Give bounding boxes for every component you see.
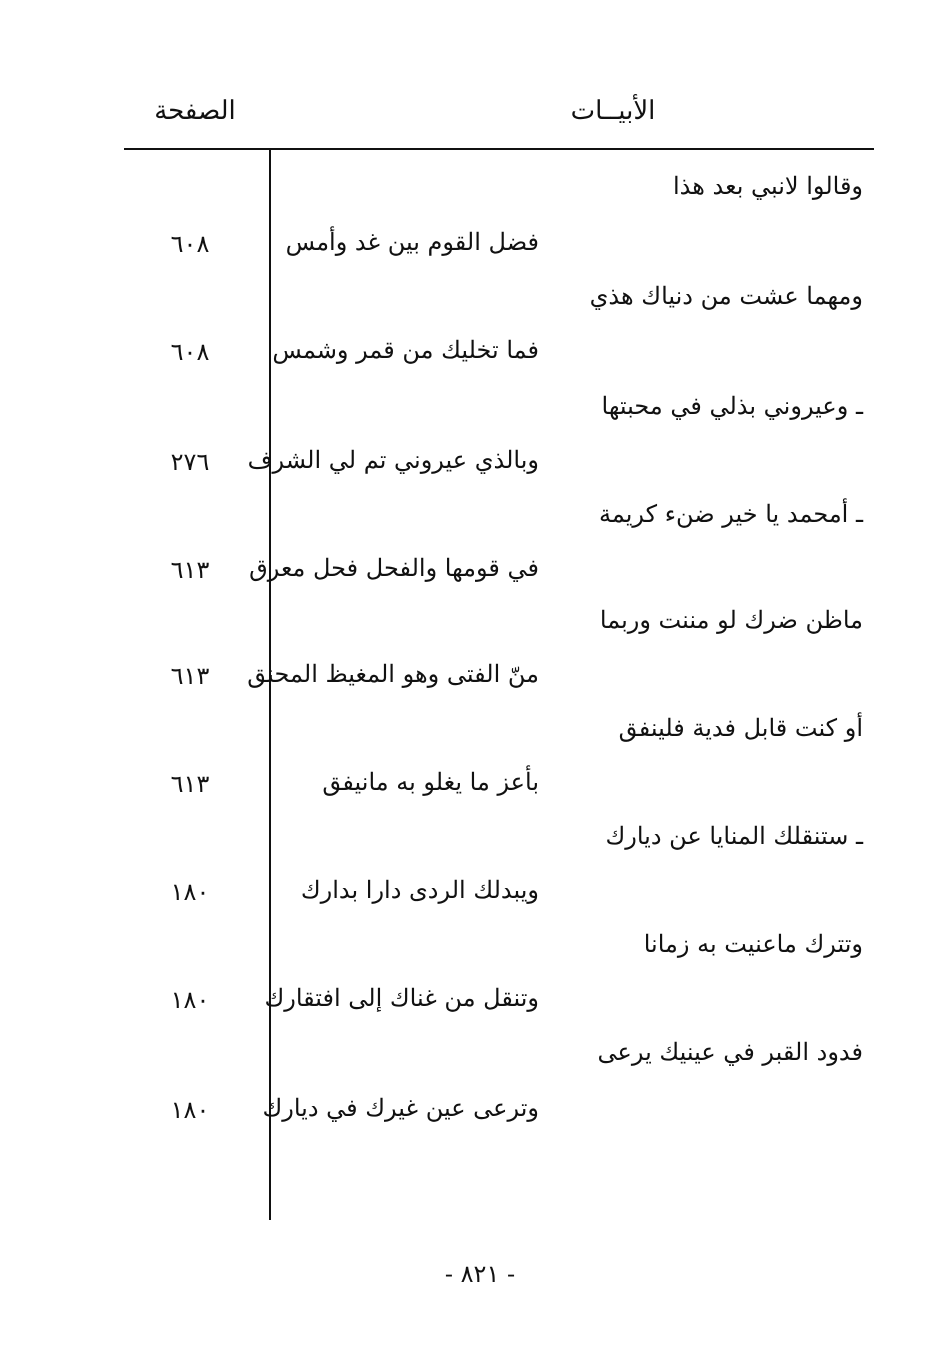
page-reference: ٦١٣ bbox=[170, 662, 210, 690]
verse-first-half: ـ أمحمد يا خير ضنء كريمة bbox=[599, 500, 863, 528]
verse-first-half: أو كنت قابل فدية فلينفق bbox=[618, 714, 863, 742]
page-column-header: الصفحة bbox=[154, 96, 236, 126]
verse-first-half: وقالوا لانبي بعد هذا bbox=[672, 172, 863, 200]
verse-second-half: ويبدلك الردى دارا بدارك bbox=[300, 876, 539, 904]
verse-second-half: وبالذي عيروني تم لي الشرف bbox=[247, 446, 539, 474]
verse-second-half: وتنقل من غناك إلى افتقارك bbox=[264, 984, 539, 1012]
page-reference: ١٨٠ bbox=[170, 1096, 210, 1124]
verse-first-half: فدود القبر في عينيك يرعى bbox=[597, 1038, 863, 1066]
verse-first-half: ـ ستنقلك المنايا عن ديارك bbox=[605, 822, 863, 850]
header-rule bbox=[124, 148, 874, 150]
page-reference: ٦٠٨ bbox=[170, 230, 210, 258]
page-reference: ١٨٠ bbox=[170, 986, 210, 1014]
verse-first-half: وتترك ماعنيت به زمانا bbox=[643, 930, 863, 958]
verse-second-half: بأعز ما يغلو به مانيفق bbox=[322, 768, 539, 796]
verse-second-half: في قومها والفحل فحل معرق bbox=[249, 554, 539, 582]
page-reference: ٢٧٦ bbox=[170, 448, 210, 476]
verse-first-half: ماظن ضرك لو مننت وربما bbox=[599, 606, 863, 634]
verse-first-half: ومهما عشت من دنياك هذي bbox=[589, 282, 863, 310]
verse-first-half: ـ وعيروني بذلي في محبتها bbox=[601, 392, 863, 420]
page-reference: ١٨٠ bbox=[170, 878, 210, 906]
verse-second-half: منّ الفتى وهو المغيظ المحنق bbox=[247, 660, 539, 688]
page-number-footer: - ٨٢١ - bbox=[444, 1260, 516, 1288]
page-reference: ٦١٣ bbox=[170, 556, 210, 584]
verses-column-header: الأبيــات bbox=[570, 96, 656, 126]
verse-second-half: وترعى عين غيرك في ديارك bbox=[262, 1094, 539, 1122]
verse-second-half: فما تخليك من قمر وشمس bbox=[272, 336, 539, 364]
verse-second-half: فضل القوم بين غد وأمس bbox=[285, 228, 539, 256]
page-reference: ٦١٣ bbox=[170, 770, 210, 798]
page-reference: ٦٠٨ bbox=[170, 338, 210, 366]
